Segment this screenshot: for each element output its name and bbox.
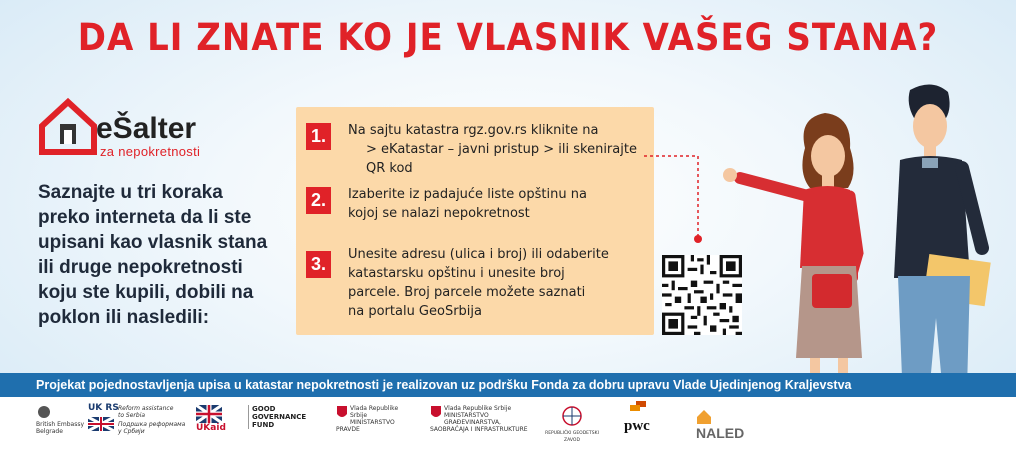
logo-line: MINISTARSTVO GRAĐEVINARSTVA, [444, 412, 501, 426]
intro-line: Saznajte u tri koraka [38, 182, 223, 203]
uk-flag-icon [196, 405, 222, 423]
royal-crest-icon [36, 405, 52, 419]
logo-line: Vlada Republike Srbije [350, 405, 399, 419]
logo-line: FUND [252, 421, 275, 429]
logo-line: GOOD [252, 405, 276, 413]
step-number: 3. [306, 251, 331, 278]
intro-line: upisani kao vlasnik stana [38, 232, 268, 253]
intro-line: ili druge nepokretnosti [38, 257, 243, 278]
step-line: na portalu GeoSrbija [348, 304, 482, 319]
ministry-justice-logo [336, 405, 406, 433]
support-banner: Projekat pojednostavljenja upisa u katastar nepokretnosti je realizovan uz podršku Fonda za dobru upravu Vlade Ujedinjenog Kraljevstva [0, 373, 1016, 397]
ministry-construction-logo [430, 405, 534, 433]
intro-line: preko interneta da li ste [38, 207, 252, 228]
logo-line: British Embassy [36, 421, 85, 428]
step-line: Na sajtu katastra rgz.gov.rs kliknite na [348, 123, 599, 138]
headline: DA LI ZNATE KO JE VLASNIK VAŠEG STANA? [77, 16, 939, 60]
logo-text: UKaid [196, 423, 226, 433]
rgz-logo [544, 405, 600, 444]
step-line: Unesite adresu (ulica i broj) ili odaberite [348, 247, 609, 262]
ggf-logo [248, 405, 306, 429]
logo-line: GOVERNANCE [252, 413, 307, 421]
logo-line: Vlada Republike Srbije [444, 405, 512, 412]
logo-text: NALED [696, 425, 745, 441]
step-line: kojoj se nalazi nepokretnost [348, 206, 530, 221]
step-line: katastarsku opštinu i unesite broj [348, 266, 565, 281]
globe-icon [561, 405, 583, 427]
logo-line: SAOBRAĆAJA I INFRASTRUKTURE [430, 426, 528, 433]
logo-line: to Serbia [118, 412, 146, 419]
british-embassy-logo [36, 405, 84, 435]
pwc-mark-icon [624, 401, 652, 417]
intro-line: poklon ili nasledili: [38, 307, 210, 328]
ukaid-logo [196, 405, 226, 432]
logo-line: Reform assistance [118, 405, 174, 412]
logo-name: eŠalter [96, 112, 197, 145]
intro-line: koju ste kupili, dobili na [38, 282, 254, 303]
logo-line: MINISTARSTVO PRAVDE [336, 419, 395, 433]
naled-house-icon [696, 409, 712, 425]
step-number: 1. [306, 123, 331, 150]
logo-mark-text: UK RS [88, 403, 119, 413]
step-line: parcele. Broj parcele možete saznati [348, 285, 586, 300]
partner-logos [0, 397, 1016, 450]
naled-logo [696, 409, 744, 441]
logo-line: у Србији [118, 428, 145, 435]
logo-tagline: za nepokretnosti [100, 144, 201, 159]
logo-text: pwc [624, 418, 650, 434]
logo-line: Подршка реформама [118, 421, 186, 428]
logo-text: REPUBLIČKI GEODETSKI ZAVOD [545, 431, 599, 443]
logo-line: Belgrade [36, 428, 63, 435]
ukrs-logo [88, 403, 188, 435]
uk-flag-icon [88, 417, 114, 431]
step-line: > eKatastar – javni pristup > ili skenirajte QR kod [366, 142, 637, 176]
serbia-coat-of-arms-icon [336, 405, 348, 421]
step-number: 2. [306, 187, 331, 214]
pwc-logo [624, 401, 652, 434]
serbia-coat-of-arms-icon [430, 405, 442, 421]
step-line: Izaberite iz padajuće liste opštinu na [348, 187, 587, 202]
